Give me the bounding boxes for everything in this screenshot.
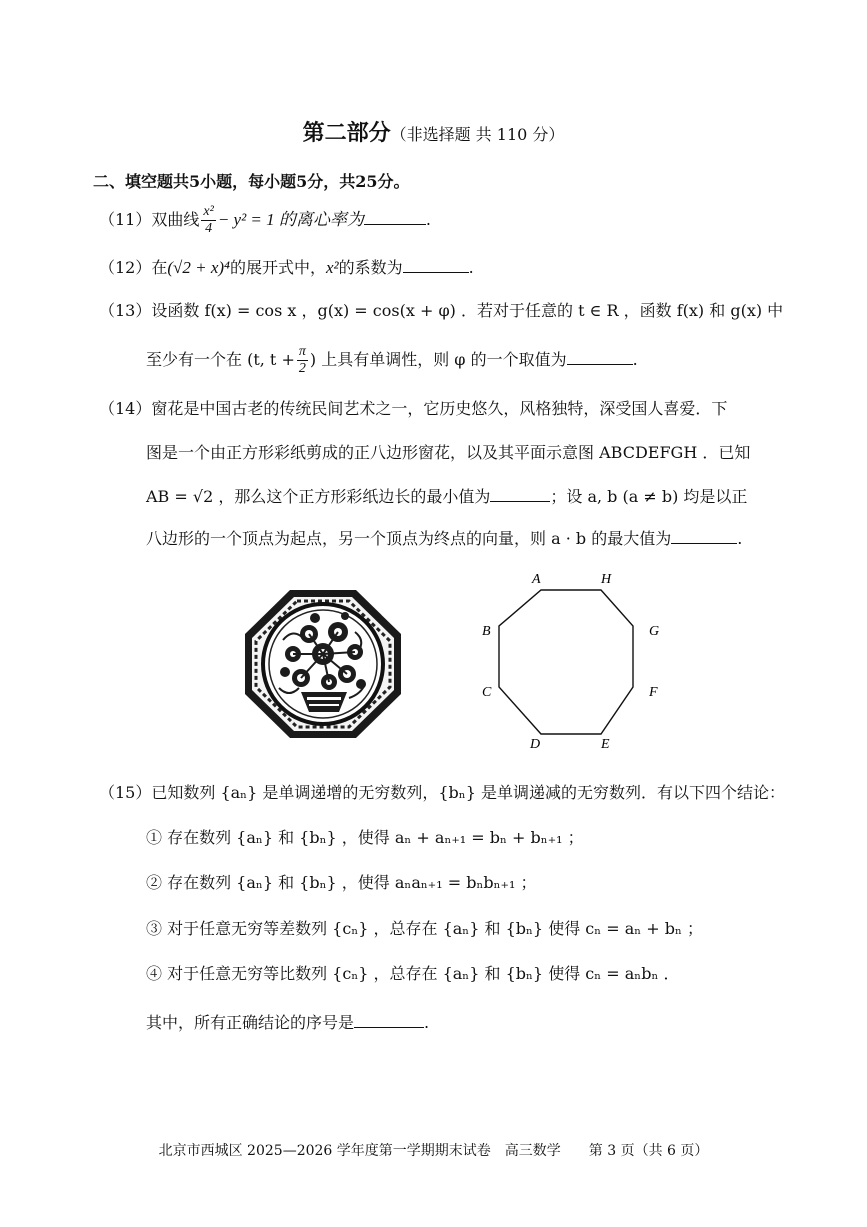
q15-line1: 已知数列 {aₙ} 是单调递增的无穷数列，{bₙ} 是单调递减的无穷数列．有以下四个结论： (151, 783, 785, 802)
question-14-line4 (146, 527, 742, 551)
octagon-label-a: A (532, 572, 541, 587)
section-header: 二、填空题共5小题，每小题5分，共25分。 (93, 172, 410, 191)
question-11 (99, 204, 431, 237)
question-12 (99, 256, 474, 280)
q11-fraction (201, 204, 215, 237)
paper-cut-window-flower-image (243, 588, 403, 740)
question-13-line1 (99, 299, 783, 323)
q11-number: （11） (99, 210, 152, 229)
q12-mid: 的展开式中， (229, 258, 326, 277)
q14-number: （14） (99, 399, 152, 418)
q12-pre: 在 (151, 258, 168, 277)
part-title (0, 116, 867, 147)
octagon-label-f: F (649, 685, 658, 700)
q11-end: . (425, 210, 431, 229)
q15-final (146, 1011, 429, 1035)
part-title-sub: （非选择题 共 110 分） (390, 125, 565, 144)
q14-line3-pre: AB = √2 ，那么这个正方形彩纸边长的最小值为 (146, 487, 491, 506)
q15-answer-blank[interactable] (354, 1013, 424, 1028)
octagon-diagram (470, 568, 670, 754)
question-13-line2 (146, 344, 638, 377)
q14-blank-1[interactable] (490, 487, 550, 502)
q14-line3-mid: ；设 a, b (a ≠ b) 均是以正 (550, 487, 748, 506)
q11-mid: − y² = 1 的离心率为 (217, 210, 364, 229)
octagon-shape (499, 590, 633, 734)
q14-end: . (737, 529, 743, 548)
q13-line2-pre: 至少有一个在 (t, t + (146, 350, 295, 369)
q15-final-text: 其中，所有正确结论的序号是 (146, 1013, 355, 1032)
q13-line1: 设函数 f(x) = cos x ，g(x) = cos(x + φ) ．若对于任意的 t ∈ R ，函数 f(x) 和 g(x) 中 (151, 301, 784, 320)
q13-frac-num: π (298, 344, 306, 359)
q11-frac-num: x² (203, 204, 214, 219)
octagon-label-e: E (601, 737, 610, 752)
question-14-line2: 图是一个由正方形彩纸剪成的正八边形窗花，以及其平面示意图 ABCDEFGH ．已知 (146, 443, 751, 462)
q12-var: x² (326, 258, 339, 277)
octagon-label-h: H (601, 572, 612, 587)
q13-line2-post: ) 上具有单调性，则 φ 的一个取值为 (309, 350, 567, 369)
q15-end: . (424, 1013, 430, 1032)
q12-number: （12） (99, 258, 152, 277)
q15-conclusion-3: ③ 对于任意无穷等差数列 {cₙ} ，总存在 {aₙ} 和 {bₙ} 使得 cₙ = aₙ + bₙ ； (146, 919, 704, 938)
q14-blank-2[interactable] (671, 529, 737, 544)
q14-line1: 窗花是中国古老的传统民间艺术之一，它历史悠久，风格独特，深受国人喜爱．下 (151, 399, 728, 418)
q15-conclusion-2: ② 存在数列 {aₙ} 和 {bₙ} ，使得 aₙaₙ₊₁ = bₙbₙ₊₁ ； (146, 873, 537, 892)
octagon-label-d: D (530, 737, 541, 752)
q14-line4-pre: 八边形的一个顶点为起点，另一个顶点为终点的向量，则 a · b 的最大值为 (146, 529, 672, 548)
q13-number: （13） (99, 301, 152, 320)
q12-end: . (468, 258, 474, 277)
q13-frac-den: 2 (298, 361, 306, 376)
octagon-label-b: B (482, 624, 491, 639)
q13-fraction (297, 344, 308, 377)
octagon-label-g: G (649, 624, 660, 639)
q13-answer-blank[interactable] (567, 350, 633, 365)
q11-pre: 双曲线 (151, 210, 200, 229)
q12-answer-blank[interactable] (403, 258, 469, 273)
question-15-line1 (99, 781, 785, 805)
q12-end-text: 的系数为 (338, 258, 403, 277)
q12-expr: (√2 + x)⁴ (167, 258, 230, 277)
question-14-line1 (99, 397, 727, 421)
question-14-line3 (146, 485, 747, 509)
q11-answer-blank[interactable] (364, 210, 426, 225)
page-footer: 北京市西城区 2025—2026 学年度第一学期期末试卷 高三数学 第 3 页（共 6 页） (158, 1143, 709, 1159)
q15-conclusion-1: ① 存在数列 {aₙ} 和 {bₙ} ，使得 aₙ + aₙ₊₁ = bₙ + bₙ₊₁ ； (146, 828, 584, 847)
q13-end: . (632, 350, 638, 369)
q15-conclusion-4: ④ 对于任意无穷等比数列 {cₙ} ，总存在 {aₙ} 和 {bₙ} 使得 cₙ = aₙbₙ ． (146, 964, 680, 983)
q11-frac-den: 4 (205, 221, 213, 236)
part-title-main: 第二部分 (302, 120, 391, 146)
q15-number: （15） (99, 783, 152, 802)
octagon-label-c: C (482, 685, 492, 700)
